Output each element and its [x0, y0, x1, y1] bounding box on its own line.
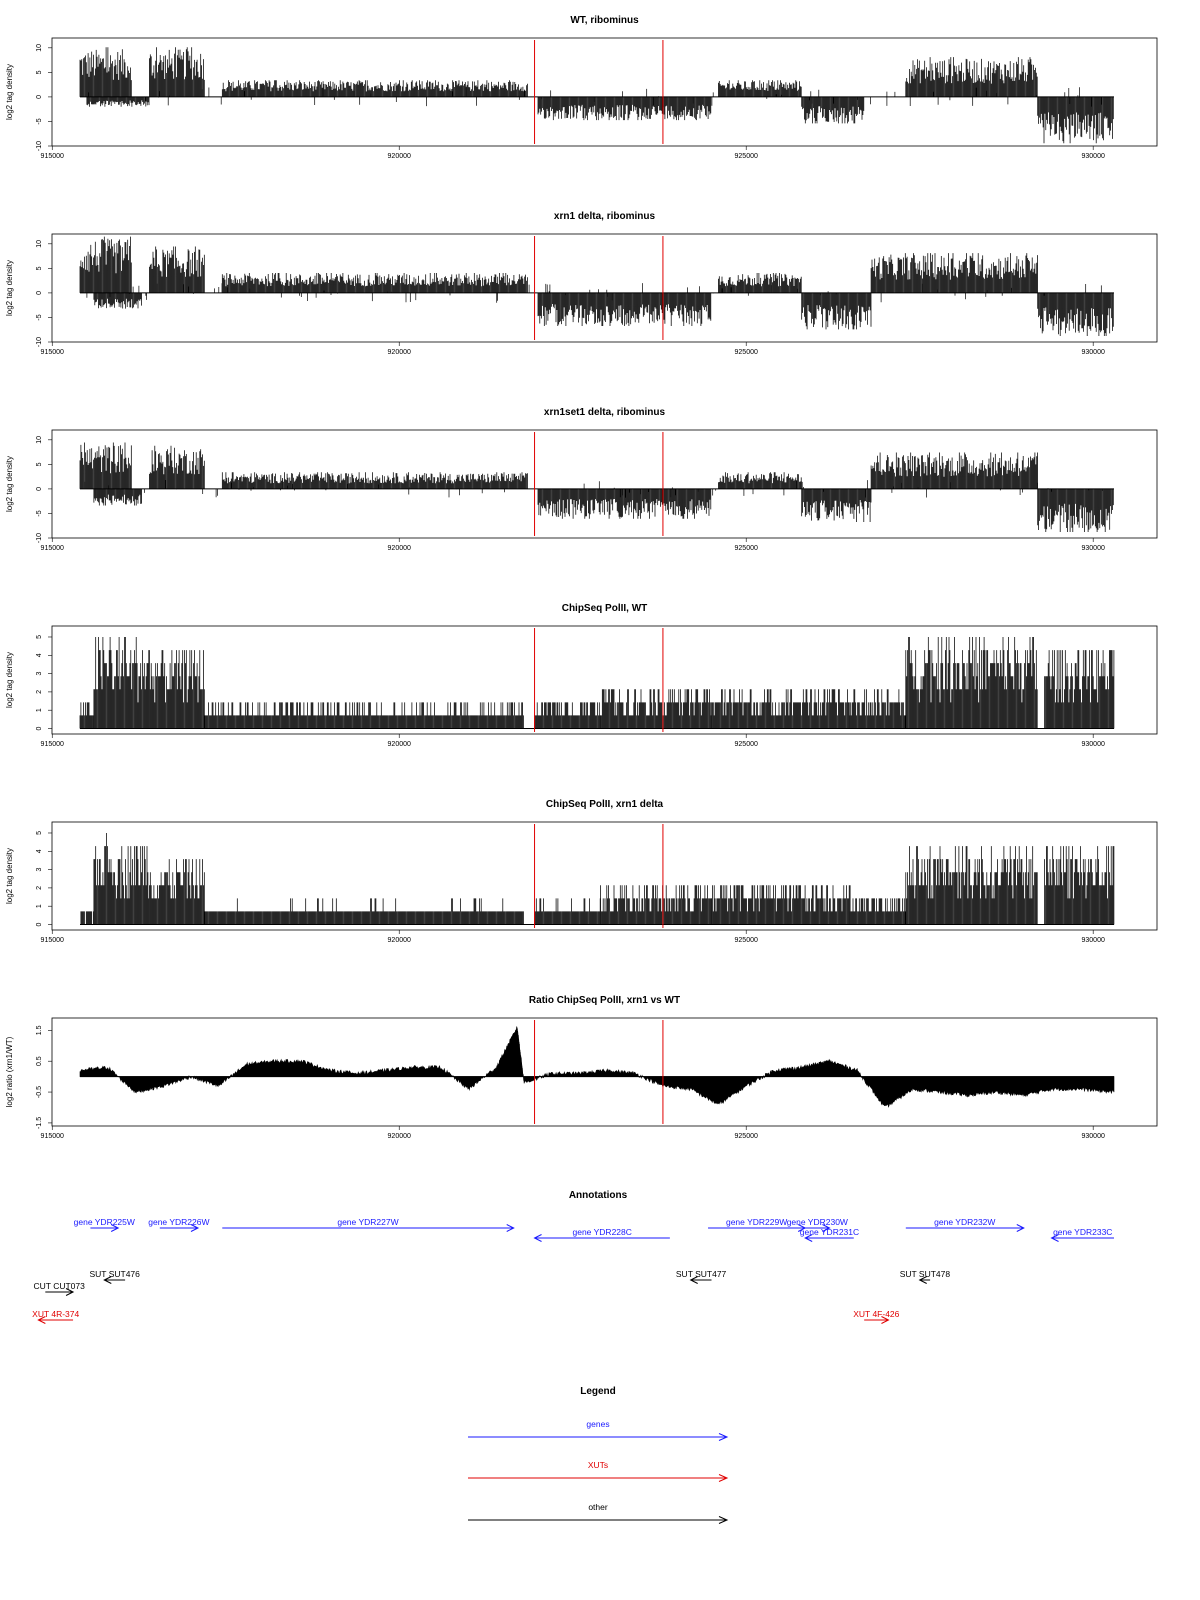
chart-panel-3: [5, 407, 1157, 552]
signal-bars: [850, 689, 905, 728]
legend: [468, 1386, 727, 1524]
plot-frame: [52, 430, 1157, 538]
chart-panel-5: [5, 799, 1157, 944]
annotation-feature: [1052, 1227, 1114, 1242]
x-tick-label: 920000: [387, 1133, 411, 1140]
x-tick-label: 930000: [1081, 349, 1105, 356]
feature-label: XUT 4R-374: [32, 1309, 80, 1319]
signal-bars: [1038, 489, 1114, 532]
x-tick-label: 930000: [1081, 1133, 1105, 1140]
x-axis: [41, 342, 1105, 356]
feature-label: gene YDR226W: [148, 1217, 210, 1227]
x-tick-label: 915000: [40, 349, 64, 356]
y-axis: [36, 831, 52, 927]
feature-label: gene YDR233C: [1053, 1227, 1113, 1237]
feature-label: gene YDR229W: [725, 1217, 788, 1227]
plot-frame: [52, 234, 1157, 342]
x-axis: [41, 146, 1105, 160]
y-axis: [36, 240, 52, 347]
y-tick-label: -1.5: [36, 1116, 43, 1129]
data-series: [80, 237, 1114, 336]
annotation-feature: [853, 1309, 899, 1324]
feature-label: gene YDR232W: [934, 1217, 996, 1227]
signal-bars: [718, 80, 801, 97]
x-tick-label: 930000: [1081, 545, 1105, 552]
chart-title: ChipSeq PolII, xrn1 delta: [545, 799, 664, 810]
legend-item: [468, 1502, 727, 1524]
ratio-area: [80, 1027, 1114, 1107]
x-tick-label: 925000: [734, 1133, 758, 1140]
annotations-title: Annotations: [568, 1190, 628, 1201]
signal-bars: [94, 637, 149, 729]
x-tick-label: 915000: [40, 1133, 64, 1140]
data-series: [80, 47, 1114, 143]
signal-bars: [80, 47, 131, 97]
signal-bars: [802, 97, 864, 124]
y-tick-label: -0.5: [36, 1086, 43, 1099]
signal-bars: [871, 253, 1038, 293]
chart-panel-2: [5, 211, 1157, 356]
signal-bars: [205, 898, 524, 924]
feature-label: SUT SUT478: [899, 1269, 951, 1279]
signal-bars: [94, 833, 149, 925]
y-axis: [36, 436, 52, 543]
x-tick-label: 920000: [387, 937, 411, 944]
y-tick-label: 0: [36, 486, 43, 491]
annotations-panel: [32, 1190, 1114, 1324]
y-axis-label: log2 tag density: [5, 651, 14, 709]
signal-bars: [538, 293, 711, 326]
y-axis-label: log2 ratio (xrn1/WT): [5, 1036, 14, 1108]
feature-label: SUT SUT476: [89, 1269, 140, 1279]
feature-label: gene YDR230W: [786, 1217, 848, 1227]
y-tick-label: -5: [36, 118, 43, 125]
y-tick-label: 10: [36, 435, 43, 444]
signal-bars: [906, 637, 1037, 729]
annotation-feature: [34, 1281, 86, 1296]
y-tick-label: 4: [36, 653, 43, 658]
signal-bars: [80, 237, 131, 293]
signal-bars: [222, 273, 527, 293]
y-tick-label: 0: [36, 290, 43, 295]
x-tick-label: 925000: [734, 153, 758, 160]
signal-bars: [87, 97, 149, 107]
signal-bars: [718, 472, 801, 489]
signal-bars: [712, 885, 851, 924]
signal-bars: [149, 47, 204, 97]
y-tick-label: -5: [36, 314, 43, 321]
x-tick-label: 915000: [40, 153, 64, 160]
signal-bars: [538, 489, 711, 519]
y-tick-label: 0: [36, 922, 43, 927]
feature-label: gene YDR227W: [337, 1217, 399, 1227]
y-tick-label: 1.5: [36, 1025, 43, 1036]
x-axis: [41, 930, 1105, 944]
feature-label: CUT CUT073: [33, 1281, 85, 1291]
signal-bars: [1045, 846, 1114, 924]
annotation-feature: [900, 1269, 951, 1284]
feature-label: XUT 4F-426: [853, 1309, 900, 1319]
chart-panel-4: [5, 603, 1157, 748]
y-tick-label: 3: [36, 867, 43, 872]
x-axis: [41, 538, 1105, 552]
feature-label: gene YDR228C: [572, 1227, 632, 1237]
y-tick-label: 0.5: [36, 1056, 43, 1067]
annotation-feature: [676, 1269, 727, 1284]
signal-bars: [802, 489, 871, 522]
signal-bars: [712, 689, 851, 728]
signal-bars: [601, 689, 712, 728]
chart-title: xrn1set1 delta, ribominus: [543, 407, 666, 418]
y-tick-label: 5: [36, 635, 43, 639]
feature-label: gene YDR225W: [73, 1217, 135, 1227]
x-tick-label: 925000: [734, 545, 758, 552]
signal-bars: [80, 443, 131, 489]
signal-bars: [222, 80, 527, 97]
annotation-feature: [74, 1217, 135, 1232]
legend-label: genes: [586, 1419, 610, 1429]
x-tick-label: 930000: [1081, 741, 1105, 748]
y-tick-label: 5: [36, 462, 43, 467]
signal-bars: [906, 846, 1037, 924]
y-tick-label: 10: [36, 43, 43, 52]
legend-label: other: [588, 1502, 608, 1512]
y-tick-label: 1: [36, 708, 43, 713]
y-axis-label: log2 tag density: [5, 63, 14, 121]
y-tick-label: 5: [36, 70, 43, 75]
signal-bars: [535, 702, 601, 728]
annotation-feature: [222, 1217, 513, 1232]
x-axis: [41, 734, 1105, 748]
y-tick-label: 5: [36, 266, 43, 271]
signal-bars: [1038, 97, 1114, 143]
data-series: [80, 637, 1114, 729]
signal-bars: [149, 650, 204, 728]
signal-bars: [601, 885, 712, 924]
y-axis-label: log2 tag density: [5, 259, 14, 317]
y-axis: [36, 1025, 52, 1129]
x-tick-label: 915000: [40, 545, 64, 552]
annotation-feature: [32, 1309, 79, 1324]
x-tick-label: 920000: [387, 741, 411, 748]
x-tick-label: 920000: [387, 545, 411, 552]
annotation-feature: [148, 1217, 209, 1232]
y-tick-label: 4: [36, 849, 43, 854]
x-tick-label: 925000: [734, 741, 758, 748]
legend-label: XUTs: [587, 1460, 609, 1470]
x-tick-label: 915000: [40, 937, 64, 944]
signal-bars: [850, 898, 905, 924]
y-tick-label: 5: [36, 831, 43, 835]
x-tick-label: 930000: [1081, 937, 1105, 944]
annotation-feature: [906, 1217, 1024, 1232]
x-tick-label: 925000: [734, 349, 758, 356]
signal-bars: [80, 911, 94, 924]
signal-bars: [149, 446, 204, 489]
x-tick-label: 915000: [40, 741, 64, 748]
y-tick-label: 0: [36, 726, 43, 731]
x-tick-label: 930000: [1081, 153, 1105, 160]
chart-panel-6: [5, 995, 1157, 1140]
feature-label: gene YDR231C: [799, 1227, 860, 1237]
legend-item: [468, 1419, 727, 1441]
data-series: [80, 833, 1114, 925]
signal-bars: [80, 702, 94, 728]
x-axis: [41, 1126, 1105, 1140]
x-tick-label: 920000: [387, 349, 411, 356]
y-axis-label: log2 tag density: [5, 847, 14, 905]
legend-item: [468, 1460, 727, 1482]
feature-label: SUT SUT477: [675, 1269, 727, 1279]
chart-title: Ratio ChipSeq PolII, xrn1 vs WT: [528, 995, 681, 1006]
y-axis-label: log2 tag density: [5, 455, 14, 513]
chart-title: ChipSeq PolII, WT: [561, 603, 648, 614]
y-tick-label: 1: [36, 904, 43, 909]
y-axis: [36, 635, 52, 731]
signal-bars: [94, 293, 142, 309]
signal-bars: [871, 453, 1038, 489]
signal-bars: [535, 898, 601, 924]
y-tick-label: -10: [36, 336, 43, 348]
x-tick-label: 925000: [734, 937, 758, 944]
legend-title: Legend: [580, 1386, 616, 1397]
signal-bars: [802, 293, 871, 330]
y-tick-label: -10: [36, 532, 43, 544]
data-series: [80, 1027, 1114, 1107]
chart-title: xrn1 delta, ribominus: [553, 211, 656, 222]
signal-bars: [149, 859, 204, 924]
signal-bars: [149, 247, 204, 293]
y-tick-label: 10: [36, 239, 43, 248]
annotation-feature: [800, 1227, 859, 1242]
data-series: [80, 443, 1114, 533]
signal-bars: [205, 702, 524, 728]
signal-bars: [1038, 293, 1114, 336]
annotation-feature: [535, 1227, 670, 1242]
signal-bars: [94, 489, 142, 506]
y-axis: [36, 44, 52, 151]
x-tick-label: 920000: [387, 153, 411, 160]
signal-bars: [906, 57, 1037, 97]
y-tick-label: 0: [36, 94, 43, 99]
chart-title: WT, ribominus: [570, 15, 639, 26]
signal-bars: [538, 97, 711, 120]
y-tick-label: -10: [36, 140, 43, 152]
y-tick-label: 2: [36, 689, 43, 694]
annotation-feature: [90, 1269, 141, 1284]
signal-bars: [1045, 650, 1114, 728]
chart-panel-1: [5, 15, 1157, 160]
y-tick-label: -5: [36, 510, 43, 517]
y-tick-label: 2: [36, 885, 43, 890]
y-tick-label: 3: [36, 671, 43, 676]
signal-bars: [222, 472, 527, 489]
